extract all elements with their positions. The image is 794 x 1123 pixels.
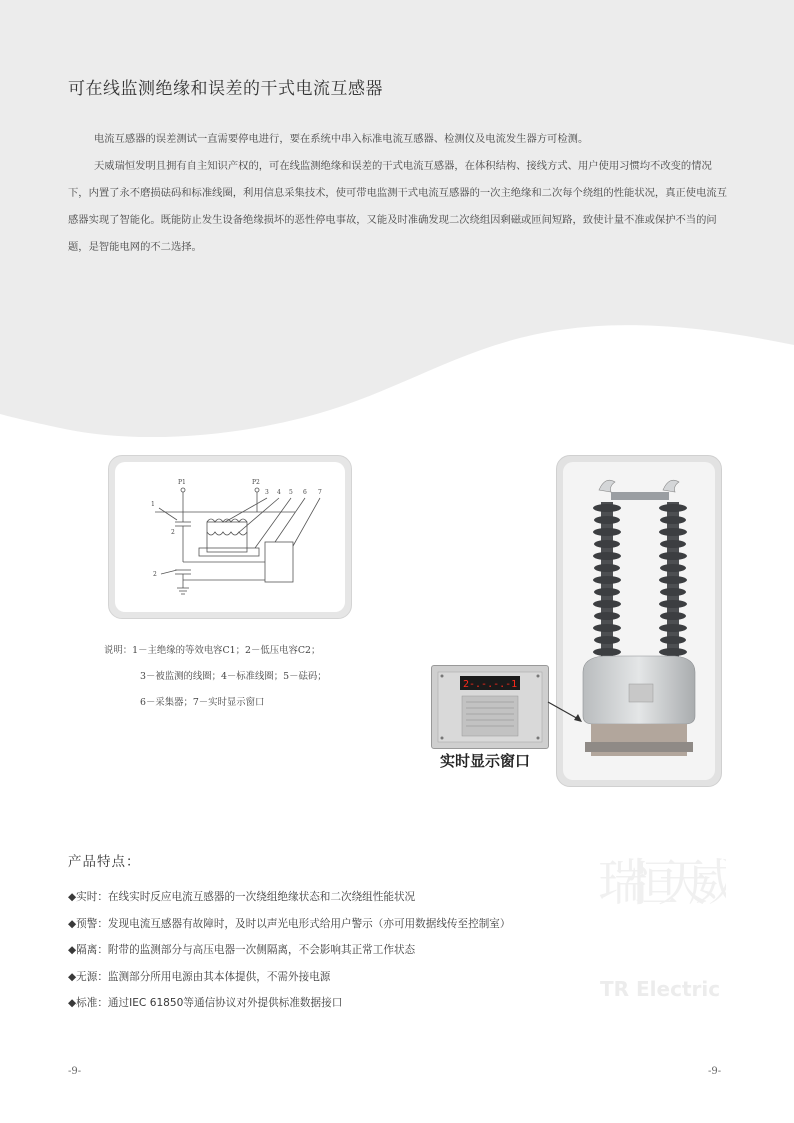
label-p2: P2	[252, 479, 260, 486]
realtime-display-panel	[431, 665, 549, 749]
page-number-left: -9-	[68, 1066, 82, 1077]
feature-item: ◆预警：发现电流互感器有故障时，及时以声光电形式给用户警示（亦可用数据线传至控制室）	[68, 917, 511, 930]
feature-item: ◆隔离：附带的监测部分与高压电器一次侧隔离，不会影响其正常工作状态	[68, 944, 416, 956]
label-1: 1	[151, 501, 155, 508]
pointer-arrow	[546, 700, 586, 730]
legend-line-2: 3－被监测的线圈；4－标准线圈；5－砝码；	[140, 671, 327, 682]
label-3: 3	[265, 489, 269, 496]
page-number-right: -9-	[708, 1066, 722, 1077]
legend-line-3: 6－采集器；7－实时显示窗口	[140, 697, 265, 708]
feature-item: ◆标准：通过IEC 61850等通信协议对外提供标准数据接口	[68, 997, 343, 1009]
features-list	[68, 884, 511, 1017]
label-6: 6	[303, 489, 307, 496]
features-heading: 产品特点：	[68, 854, 141, 870]
intro-paragraph-2: 天威瑞恒发明且拥有自主知识产权的，可在线监测绝缘和误差的干式电流互感器，在体积结构、接线方式、用户使用习惯均不改变的情况下，内置了永不磨损砝码和标准线圈，利用信息采集技术，使可带电监测干式电流互感器的一次主绝缘和二次每个绕组的性能状况，真正使电流互感器实现了智能化。既能防止发生设备绝缘损坏的恶性停电事故，又能及时准确发现二次绕组因剩磁或匝间短路，致使计量不准或保护不当的问题，是智能电网的不二选择。	[68, 160, 727, 253]
product-photo-frame	[556, 455, 722, 787]
watermark-text: TR Electric	[600, 977, 721, 1001]
circuit-diagram-frame	[108, 455, 352, 619]
product-photo	[563, 462, 715, 780]
label-2-upper: 2	[171, 529, 175, 536]
label-4: 4	[277, 489, 281, 496]
intro-text	[68, 126, 730, 261]
led-readout: 2-.-.-.-1	[463, 679, 518, 690]
legend-line-1: 说明：1－主绝缘的等效电容C1；2－低压电容C2；	[104, 645, 321, 656]
display-panel-graphic	[432, 666, 548, 748]
circuit-schematic	[115, 462, 345, 612]
label-p1: P1	[178, 479, 186, 486]
diagram-legend	[104, 638, 327, 716]
circuit-diagram	[115, 462, 345, 612]
label-7: 7	[318, 489, 322, 496]
display-caption: 实时显示窗口	[440, 752, 531, 770]
label-2-lower: 2	[153, 571, 157, 578]
intro-paragraph-1: 电流互感器的误差测试一直需要停电进行，要在系统中串入标准电流互感器、检测仪及电流发生器方可检测。	[94, 133, 589, 145]
label-5: 5	[289, 489, 293, 496]
watermark-chars: 瑞 恒 天 威	[598, 854, 720, 912]
feature-item: ◆无源：监测部分所用电源由其本体提供，不需外接电源	[68, 970, 331, 983]
page-title: 可在线监测绝缘和误差的干式电流互感器	[68, 79, 383, 99]
transformer-illustration	[563, 462, 715, 780]
tr-electric-watermark-logo	[592, 842, 726, 1002]
feature-item: ◆实时：在线实时反应电流互感器的一次绕组绝缘状态和二次绕组性能状况	[68, 891, 416, 903]
